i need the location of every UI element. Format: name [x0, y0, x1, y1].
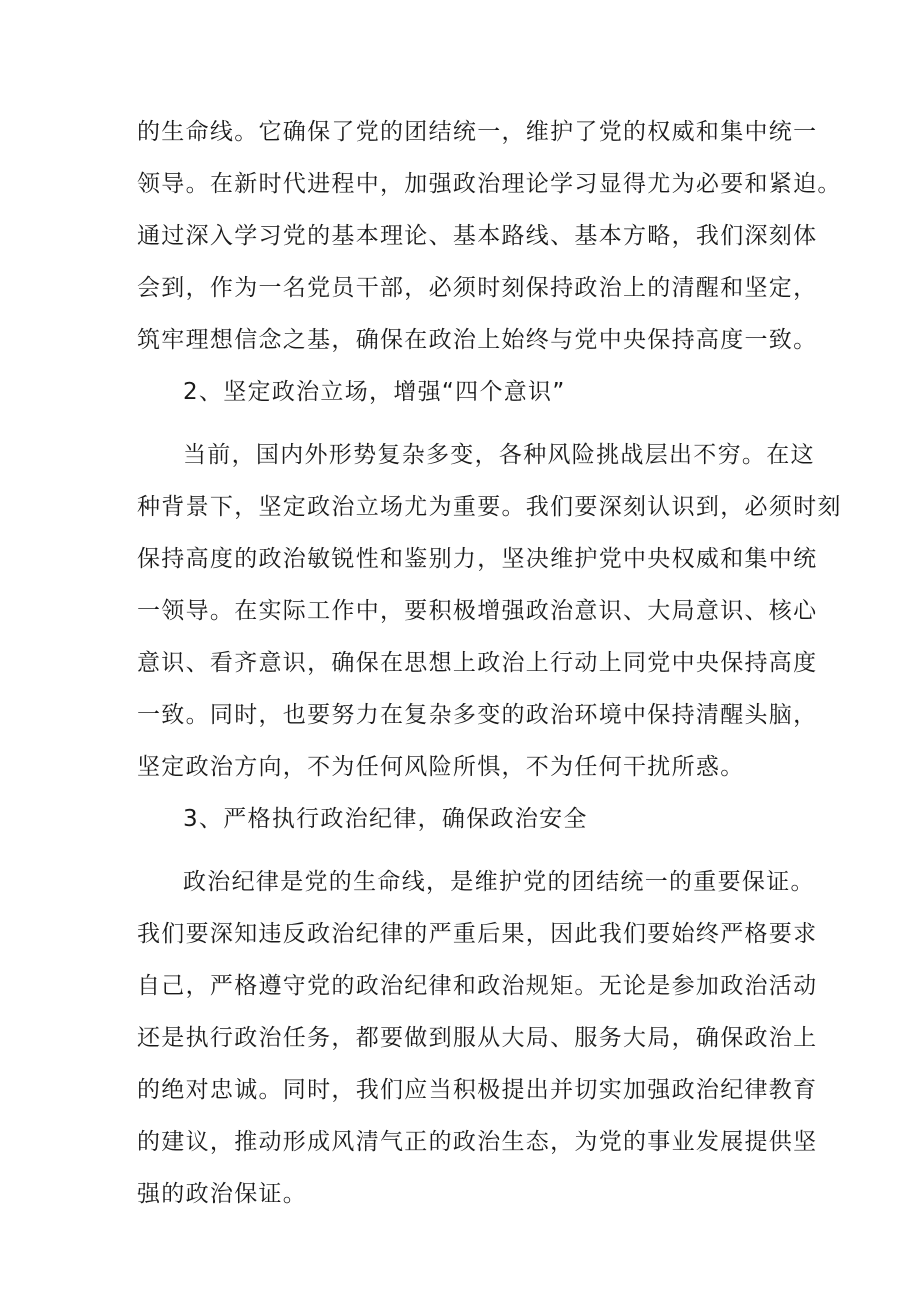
paragraph-line: 领导。在新时代进程中，加强政治理论学习显得尤为必要和紧迫。: [137, 171, 842, 197]
paragraph-line: 自己，严格遵守党的政治纪律和政治规矩。无论是参加政治活动: [137, 973, 818, 999]
paragraph-line: 一领导。在实际工作中，要积极增强政治意识、大局意识、核心: [137, 598, 818, 624]
paragraph-line: 的绝对忠诚。同时，我们应当积极提出并切实加强政治纪律教育: [137, 1077, 818, 1103]
paragraph-line: 保持高度的政治敏锐性和鉴别力，坚决维护党中央权威和集中统: [137, 546, 818, 572]
paragraph-line: 意识、看齐意识，确保在思想上政治上行动上同党中央保持高度: [137, 650, 818, 676]
paragraph-line: 筑牢理想信念之基，确保在政治上始终与党中央保持高度一致。: [137, 327, 818, 353]
paragraph-line: 强的政治保证。: [137, 1181, 308, 1207]
paragraph-line: 坚定政治方向，不为任何风险所惧，不为任何干扰所惑。: [137, 754, 745, 780]
paragraph-line: 当前，国内外形势复杂多变，各种风险挑战层出不穷。在这: [183, 442, 815, 468]
paragraph-3: [137, 862, 818, 1214]
paragraph-line: 的生命线。它确保了党的团结统一，维护了党的权威和集中统一: [137, 119, 818, 145]
paragraph-line: 政治纪律是党的生命线，是维护党的团结统一的重要保证。: [183, 869, 815, 895]
paragraph-2: [137, 435, 842, 787]
paragraph-1: [137, 112, 842, 360]
section-heading-2: 2、坚定政治立场，增强“四个意识”: [183, 379, 566, 405]
paragraph-line: 一致。同时，也要努力在复杂多变的政治环境中保持清醒头脑，: [137, 702, 818, 728]
section-heading-3: 3、严格执行政治纪律，确保政治安全: [183, 806, 588, 832]
paragraph-line: 还是执行政治任务，都要做到服从大局、服务大局，确保政治上: [137, 1025, 818, 1051]
paragraph-line: 会到，作为一名党员干部，必须时刻保持政治上的清醒和坚定，: [137, 275, 818, 301]
paragraph-line: 我们要深知违反政治纪律的严重后果，因此我们要始终严格要求: [137, 921, 818, 947]
paragraph-line: 的建议，推动形成风清气正的政治生态，为党的事业发展提供坚: [137, 1129, 818, 1155]
paragraph-line: 通过深入学习党的基本理论、基本路线、基本方略，我们深刻体: [137, 223, 818, 249]
document-page: [137, 112, 842, 1226]
paragraph-line: 种背景下，坚定政治立场尤为重要。我们要深刻认识到，必须时刻: [137, 494, 842, 520]
